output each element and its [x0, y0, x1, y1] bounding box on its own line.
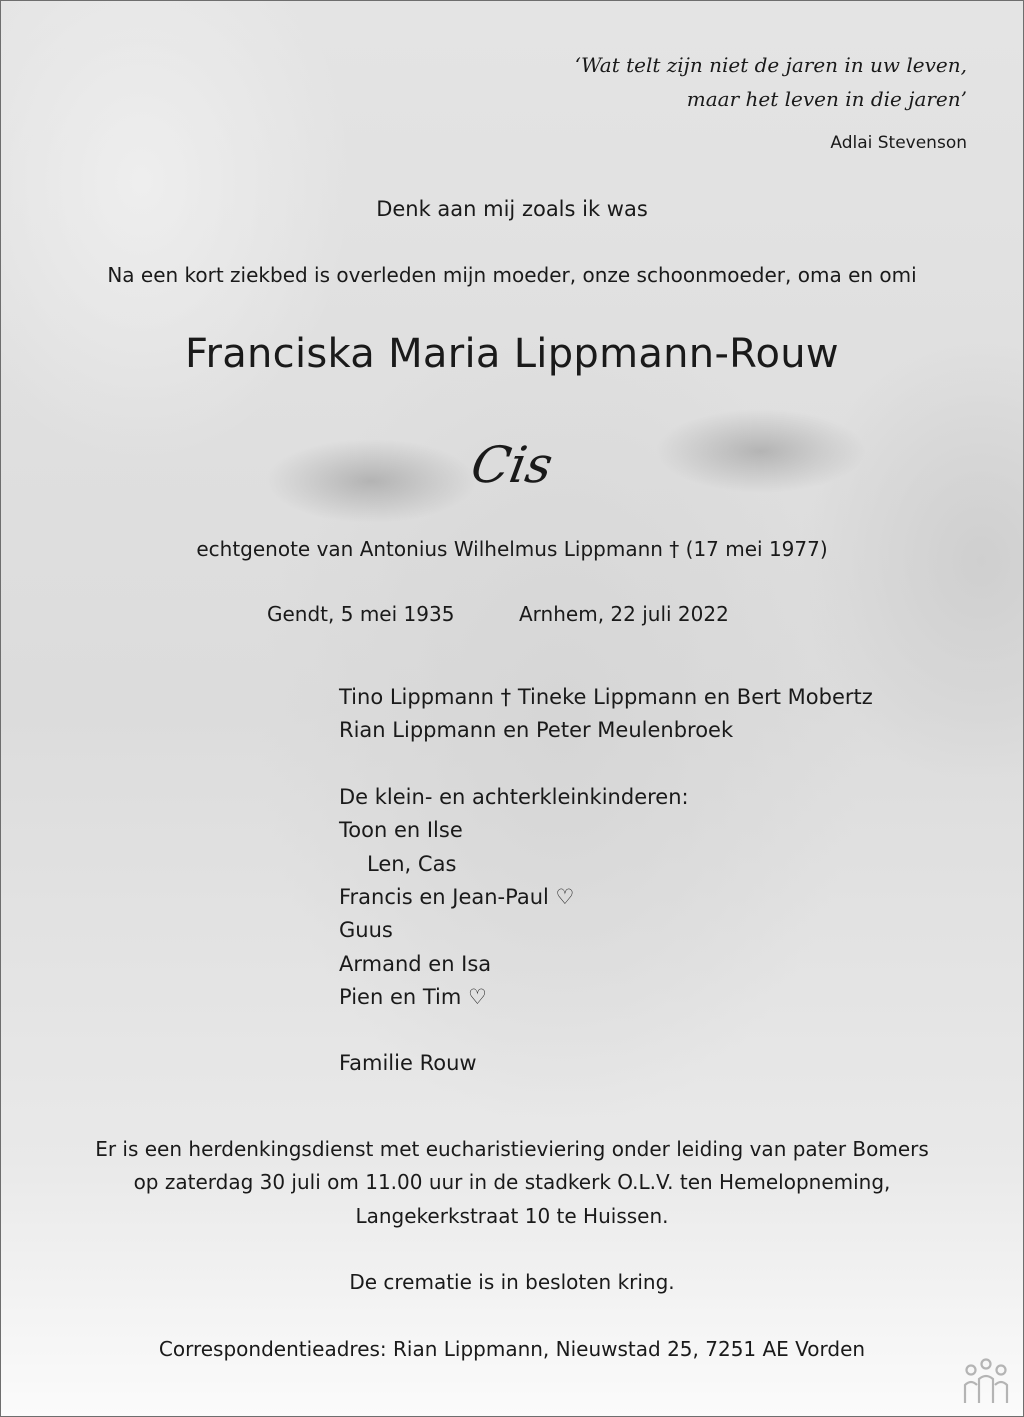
correspondence-address: Correspondentieadres: Rian Lippmann, Nieuwstad 25, 7251 AE Vorden — [158, 1337, 866, 1361]
service-line-2: op zaterdag 30 juli om 11.00 uur in de stadkerk O.L.V. ten Hemelopneming, — [133, 1170, 891, 1194]
deceased-nickname: Cis — [466, 436, 558, 494]
cremation-text: De crematie is in besloten kring. — [349, 1270, 675, 1294]
deceased-name: Franciska Maria Lippmann-Rouw — [185, 331, 839, 377]
quote-line-1: ‘Wat telt zijn niet de jaren in uw leven, — [574, 53, 967, 77]
quote-author: Adlai Stevenson — [830, 133, 967, 153]
grandchild-entry: Guus — [339, 918, 393, 942]
family-child-1: Tino Lippmann † Tineke Lippmann en Bert Mobertz — [339, 685, 873, 709]
announcement-text: Na een kort ziekbed is overleden mijn moeder, onze schoonmoeder, oma en omi — [107, 263, 917, 287]
grandchild-entry: Francis en Jean-Paul ♡ — [339, 885, 575, 909]
quote-line-2: maar het leven in die jaren’ — [686, 87, 967, 111]
grandchild-entry: Len, Cas — [367, 852, 457, 876]
grandchild-entry: Pien en Tim ♡ — [339, 985, 487, 1009]
people-group-icon — [963, 1357, 1009, 1405]
intro-text: Denk aan mij zoals ik was — [376, 197, 648, 221]
service-line-1: Er is een herdenkingsdienst met eucharistieviering onder leiding van pater Bomers — [95, 1137, 929, 1161]
death-place-date: Arnhem, 22 juli 2022 — [519, 602, 729, 626]
grandchild-entry: Toon en Ilse — [339, 818, 463, 842]
family-other: Familie Rouw — [339, 1051, 477, 1075]
grandchild-entry: Armand en Isa — [339, 952, 492, 976]
birth-place-date: Gendt, 5 mei 1935 — [267, 602, 455, 626]
spouse-text: echtgenote van Antonius Wilhelmus Lippmann † (17 mei 1977) — [196, 537, 828, 561]
service-line-3: Langekerkstraat 10 te Huissen. — [355, 1204, 669, 1228]
grandchildren-heading: De klein- en achterkleinkinderen: — [339, 785, 689, 809]
family-child-2: Rian Lippmann en Peter Meulenbroek — [339, 718, 734, 742]
